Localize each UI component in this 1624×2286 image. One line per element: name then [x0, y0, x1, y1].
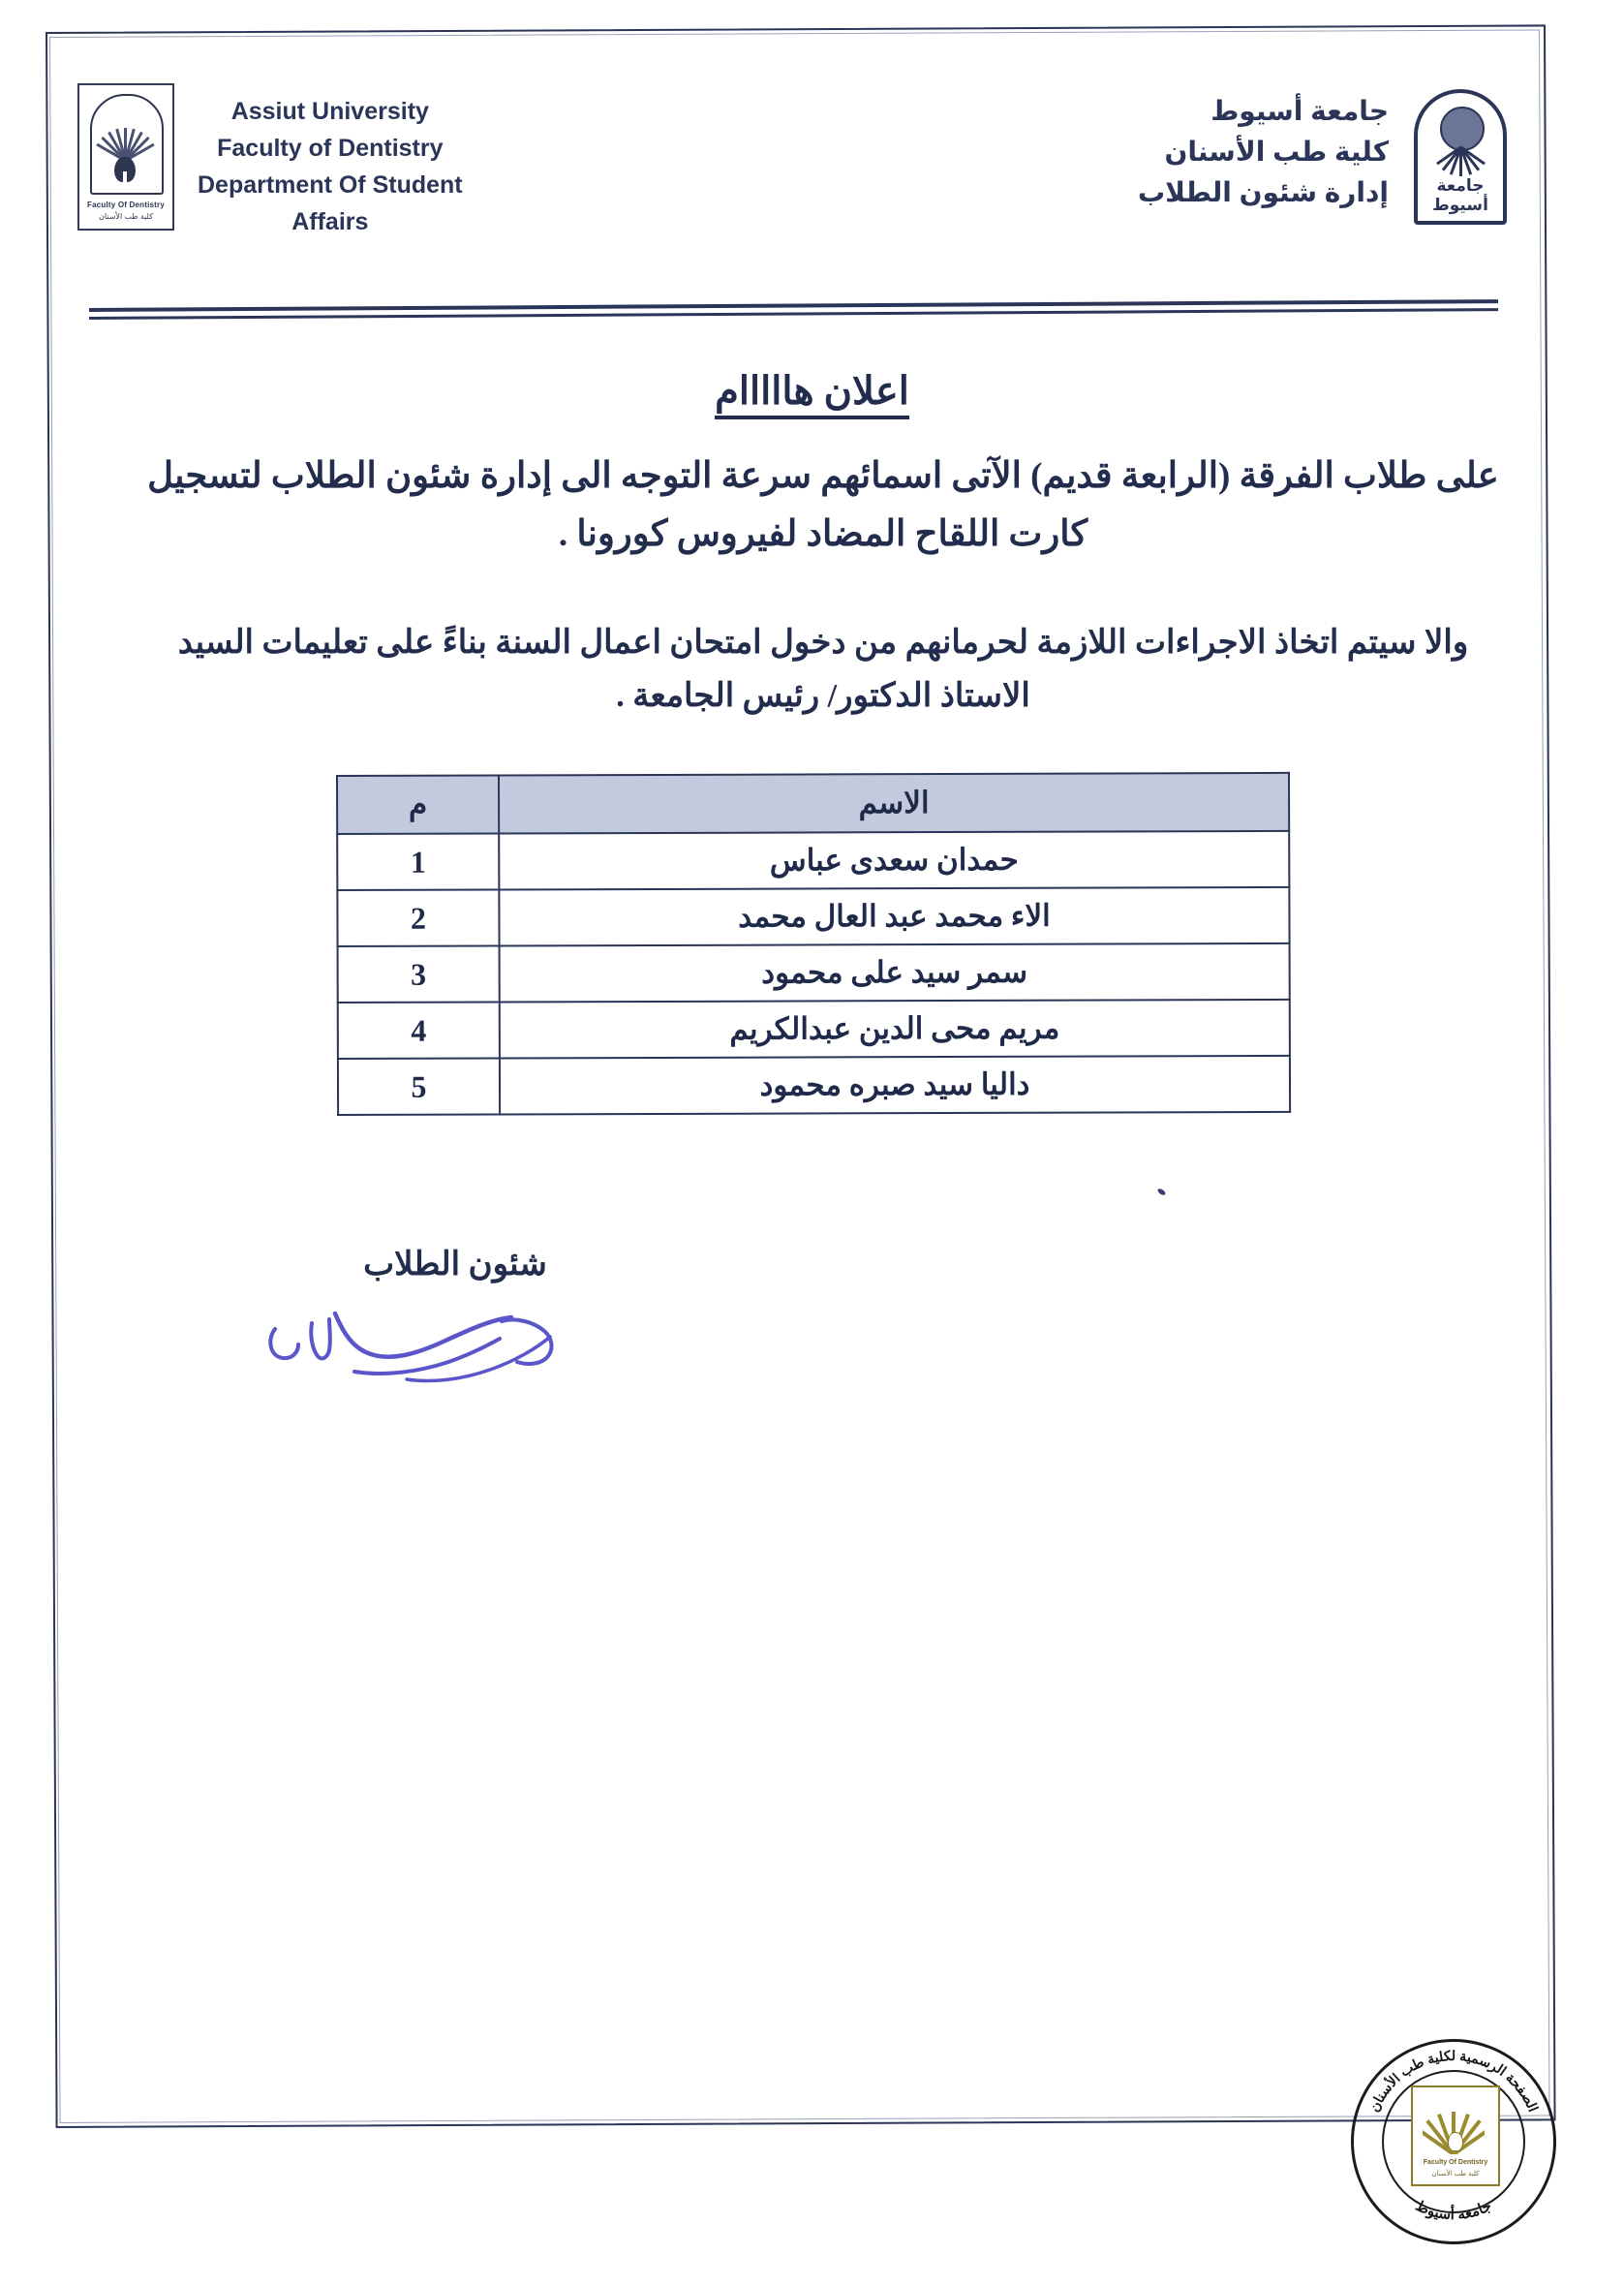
cell-row-number: 2: [337, 889, 499, 946]
arabic-line-university: جامعة أسيوط: [1210, 96, 1389, 126]
column-header-name: الاسم: [499, 773, 1289, 834]
faculty-of-dentistry-logo-icon: [77, 83, 174, 231]
english-line-affairs: Affairs: [291, 208, 369, 235]
announcement-paragraph-1: على طلاب الفرقة (الرابعة قديم) الآتى اسمائهم سرعة التوجه الى إدارة شئون الطلاب لتسجيل كارت اللقاح المضاد لفيروس كورونا .: [147, 456, 1499, 554]
assiut-university-seal-icon: [1410, 83, 1511, 229]
signature-label: شئون الطلاب: [363, 1247, 547, 1282]
stamp-bottom-text-path: جامعة أسيوط: [1412, 2197, 1495, 2224]
english-titles: [198, 83, 463, 240]
cell-row-number: 5: [338, 1058, 500, 1115]
english-line-university: Assiut University: [230, 98, 429, 125]
cell-student-name: سمر سيد على محمود: [500, 943, 1290, 1003]
letterhead-english: [77, 83, 463, 240]
announcement-title: [0, 368, 1624, 414]
announcement-paragraph-2: والا سيتم اتخاذ الاجراءات اللازمة لحرمانهم من دخول امتحان اعمال السنة بناءً على تعليمات السيد الاستاذ الدكتور/ رئيس الجامعة .: [177, 625, 1469, 715]
english-line-faculty: Faculty of Dentistry: [217, 135, 444, 162]
arabic-titles: [1138, 83, 1389, 213]
stray-ink-mark: [1156, 1188, 1166, 1196]
english-line-department: Department Of Student: [198, 171, 463, 199]
handwritten-signature: [261, 1279, 581, 1385]
seal-word-university: جامعة: [1436, 176, 1485, 195]
signature-block: [291, 1245, 620, 1283]
cell-student-name: داليا سيد صبره محمود: [500, 1056, 1290, 1115]
logo-caption-ar: كلية طب الأسنان: [98, 212, 154, 221]
stamp-emblem-icon: [1411, 2085, 1500, 2186]
students-table-head: [337, 773, 1289, 834]
table-row: [338, 1000, 1290, 1059]
cell-student-name: حمدان سعدى عباس: [499, 831, 1289, 890]
cell-student-name: مريم محى الدين عبدالكريم: [500, 1000, 1290, 1059]
cell-row-number: 3: [338, 945, 500, 1003]
stamp-emblem-caption-ar: كلية طب الأسنان: [1431, 2171, 1480, 2178]
students-table-wrapper: [336, 772, 1291, 1116]
stamp-emblem-caption-en: Faculty Of Dentistry: [1423, 2159, 1488, 2166]
cell-row-number: 1: [337, 833, 499, 890]
stamp-tooth-icon: [1448, 2132, 1463, 2151]
tooth-icon: [114, 157, 136, 182]
arabic-line-faculty: كلية طب الأسنان: [1164, 137, 1389, 167]
table-row: [338, 943, 1290, 1003]
letterhead: [77, 83, 1511, 243]
table-row: [337, 831, 1289, 890]
logo-rays: [99, 110, 151, 161]
cell-row-number: 4: [338, 1002, 500, 1059]
column-header-number: م: [337, 775, 499, 834]
arabic-line-department: إدارة شئون الطلاب: [1138, 177, 1389, 207]
cell-student-name: الاء محمد عبد العال محمد: [499, 887, 1289, 946]
table-row: [338, 1056, 1290, 1115]
logo-caption-en: Faculty Of Dentistry: [86, 201, 165, 209]
table-header-row: [337, 773, 1289, 834]
table-row: [337, 887, 1289, 946]
students-table: [336, 772, 1291, 1116]
seal-sun-icon: [1440, 107, 1485, 151]
header-divider: [89, 299, 1498, 320]
stamp-top-text-path: الصفحة الرسمية لكلية طب الأسنان: [1365, 2047, 1542, 2115]
students-table-body: [337, 831, 1290, 1115]
announcement-title-text: اعلان هااااام: [715, 369, 909, 419]
seal-word-assiut: أسيوط: [1432, 196, 1488, 214]
official-stamp: [1351, 2039, 1556, 2244]
letterhead-arabic: [1138, 83, 1511, 229]
